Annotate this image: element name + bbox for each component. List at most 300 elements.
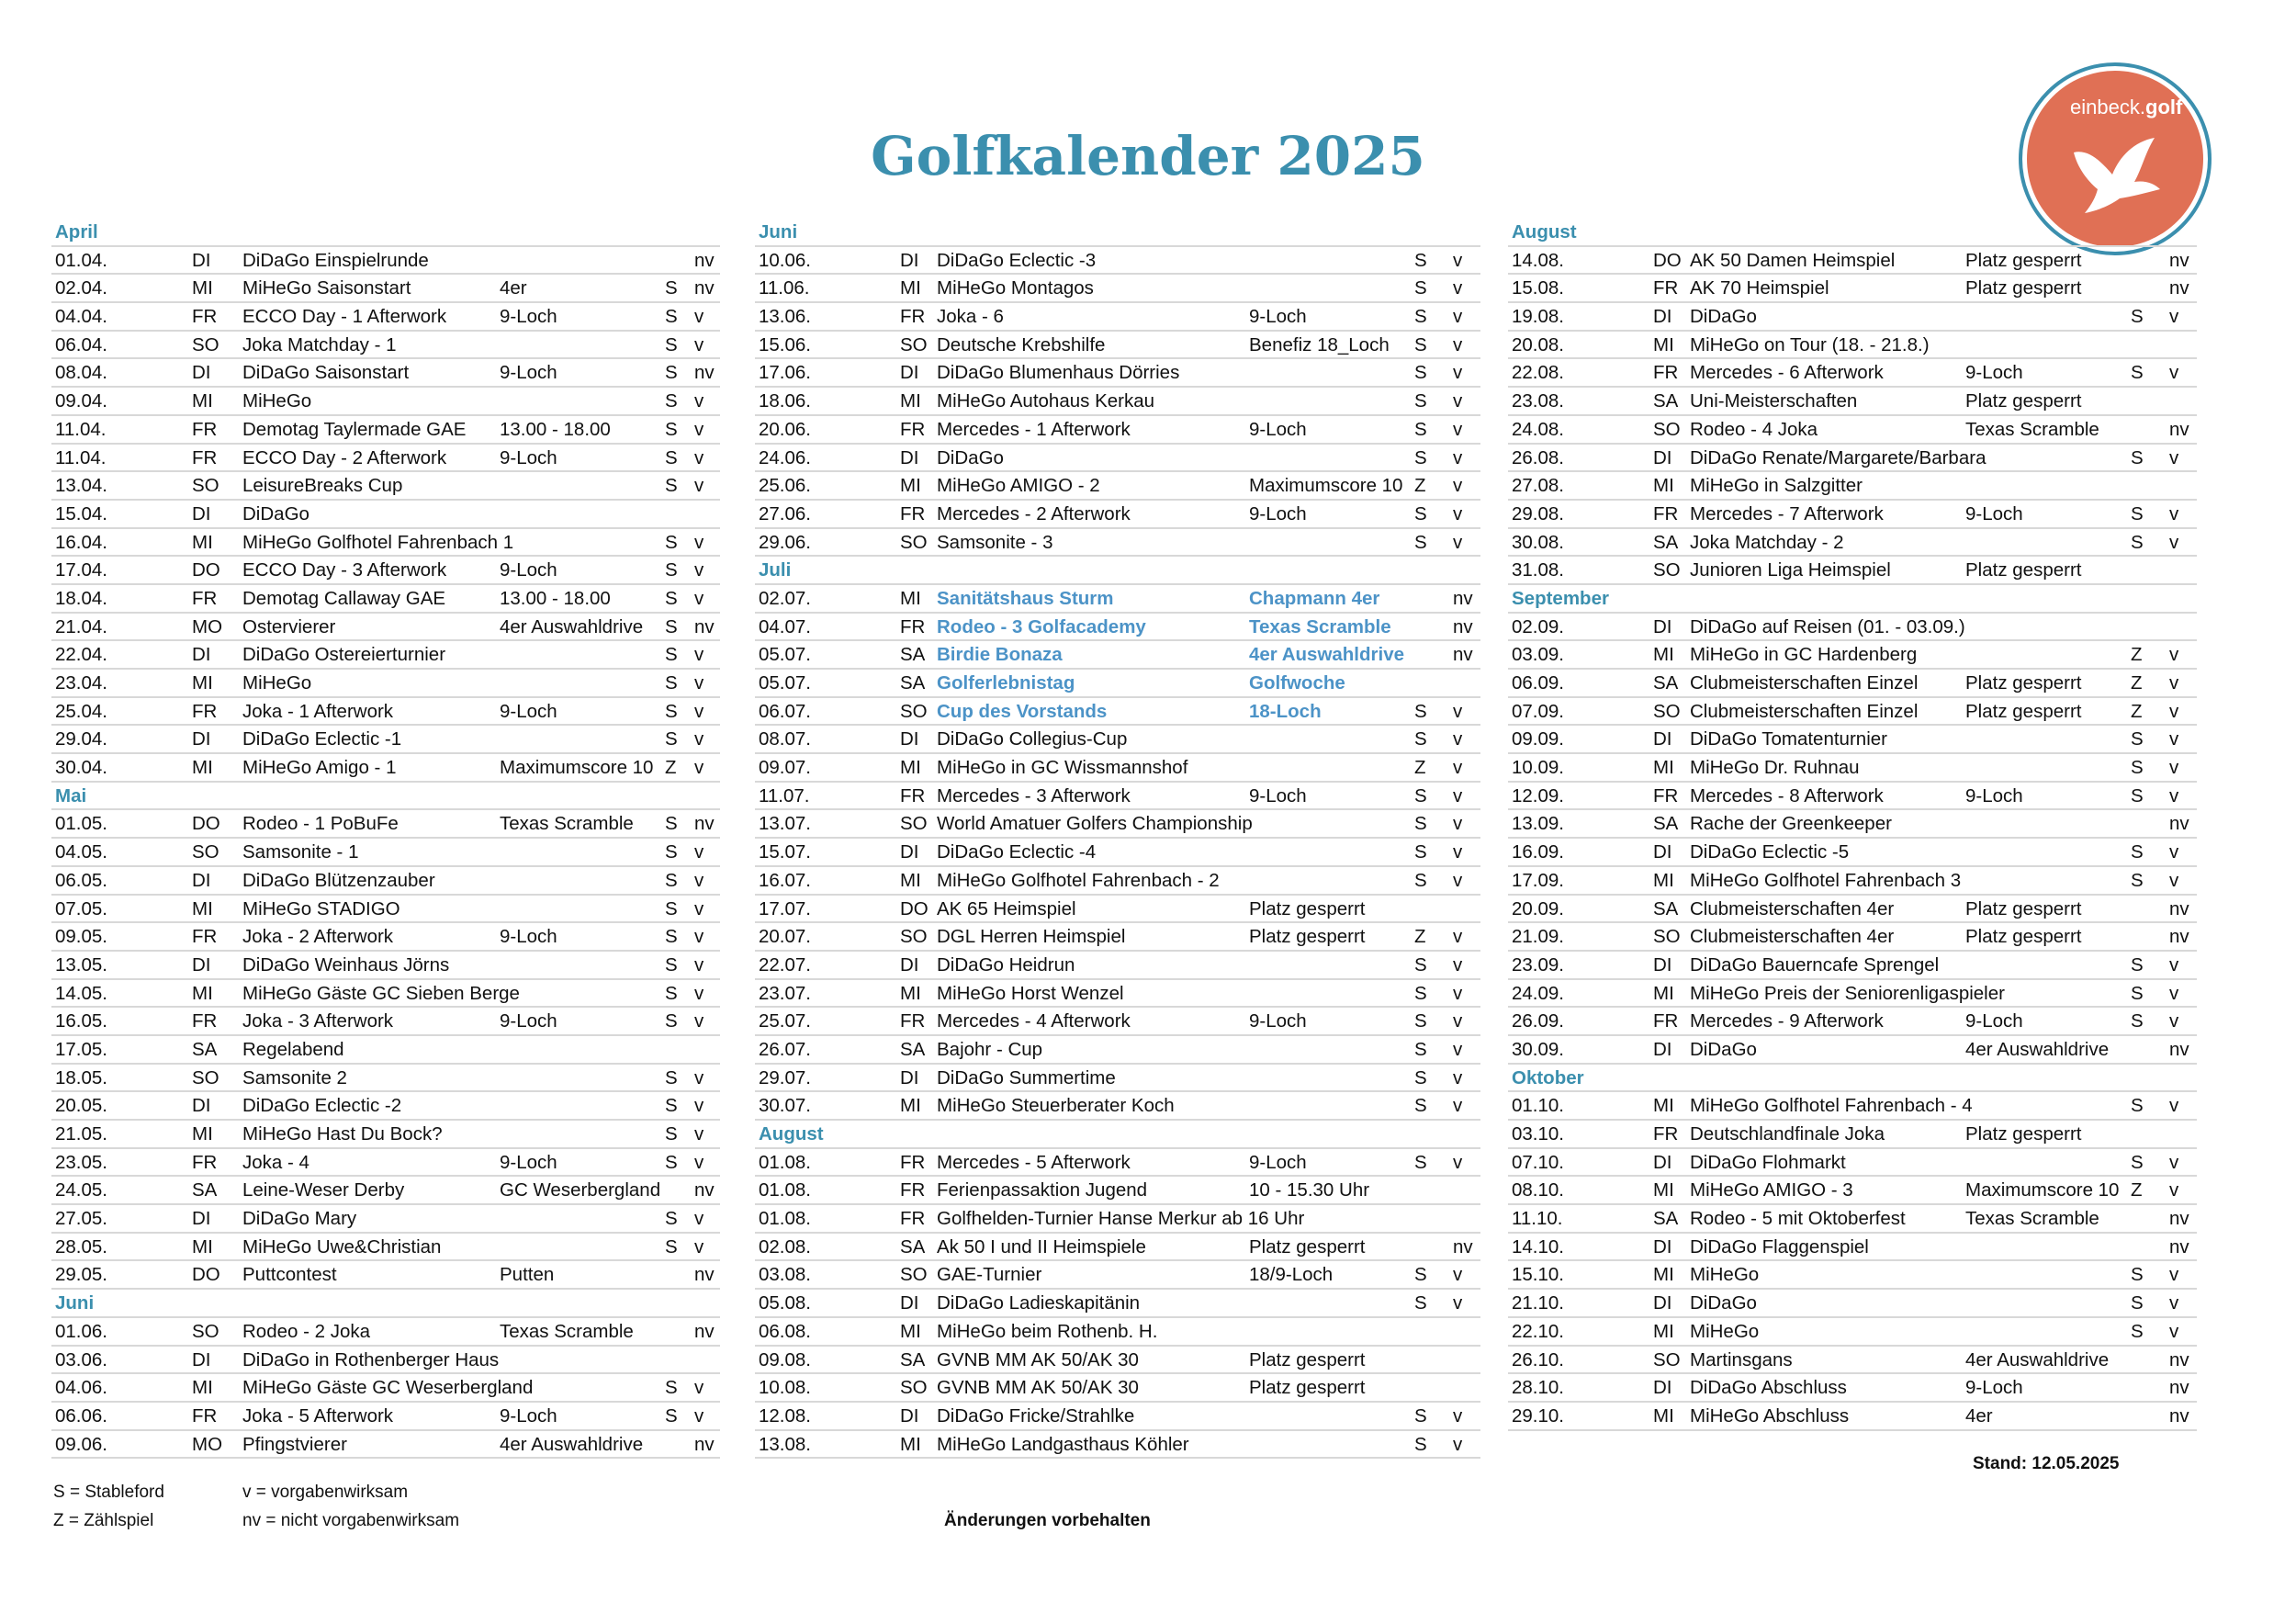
event-handicap: v (2169, 728, 2179, 750)
event-weekday: DO (900, 897, 929, 919)
event-name: MiHeGo (242, 390, 312, 412)
event-format: S (665, 953, 678, 976)
event-row (755, 698, 1480, 727)
event-date: 08.07. (759, 728, 811, 750)
event-row (1508, 641, 2197, 670)
event-row (1508, 783, 2197, 811)
event-date: 14.05. (55, 982, 107, 1004)
event-info: 10 - 15.30 Uhr (1249, 1179, 1370, 1201)
event-row (51, 810, 720, 839)
event-handicap: nv (2169, 418, 2189, 440)
event-weekday: MI (192, 1235, 213, 1257)
event-info: Platz gesperrt (1249, 897, 1366, 919)
event-date: 17.04. (55, 559, 107, 581)
event-handicap: v (694, 1235, 704, 1257)
event-handicap: v (694, 953, 704, 976)
event-name: LeisureBreaks Cup (242, 475, 403, 497)
event-weekday: DI (1653, 1292, 1672, 1314)
event-row (755, 1205, 1480, 1234)
event-weekday: MI (1653, 1264, 1674, 1286)
month-label: Juni (759, 221, 798, 242)
event-format: S (665, 1123, 678, 1145)
event-name: DiDaGo (1690, 306, 1757, 328)
event-row (1508, 303, 2197, 332)
event-weekday: DO (192, 1264, 220, 1286)
event-handicap: v (1453, 362, 1463, 384)
event-row (51, 867, 720, 896)
event-name: Rodeo - 2 Joka (242, 1320, 371, 1342)
event-format: S (2131, 362, 2144, 384)
event-info: 9-Loch (1249, 418, 1307, 440)
event-date: 08.04. (55, 362, 107, 384)
event-info: Maximumscore 10 (1965, 1179, 2120, 1201)
event-name: MiHeGo Horst Wenzel (937, 982, 1124, 1004)
event-row (755, 952, 1480, 980)
event-info: Platz gesperrt (1965, 700, 2082, 722)
event-date: 31.08. (1512, 559, 1564, 581)
event-date: 26.08. (1512, 446, 1564, 468)
event-row (51, 1318, 720, 1347)
event-date: 26.07. (759, 1038, 811, 1060)
event-weekday: FR (1653, 784, 1679, 806)
event-name: Joka - 3 Afterwork (242, 1010, 394, 1032)
month-header (755, 557, 1480, 585)
event-date: 13.08. (759, 1433, 811, 1455)
event-weekday: DI (1653, 1151, 1672, 1173)
event-weekday: SO (900, 531, 928, 553)
event-row (1508, 1149, 2197, 1178)
event-weekday: SA (1653, 813, 1679, 835)
event-name: Mercedes - 3 Afterwork (937, 784, 1131, 806)
event-info: Platz gesperrt (1965, 559, 2082, 581)
event-name: Junioren Liga Heimspiel (1690, 559, 1891, 581)
event-format: S (2131, 953, 2144, 976)
event-name: Demotag Taylermade GAE (242, 418, 467, 440)
event-date: 15.04. (55, 502, 107, 524)
event-info: Texas Scramble (500, 813, 634, 835)
event-name: Mercedes - 9 Afterwork (1690, 1010, 1884, 1032)
event-name: Mercedes - 2 Afterwork (937, 502, 1131, 524)
event-name: MiHeGo Uwe&Christian (242, 1235, 442, 1257)
event-weekday: MI (192, 531, 213, 553)
event-name: MiHeGo Dr. Ruhnau (1690, 757, 1860, 779)
event-handicap: nv (2169, 1377, 2189, 1399)
event-weekday: SO (900, 333, 928, 355)
event-format: S (665, 277, 678, 299)
event-weekday: DO (192, 813, 220, 835)
event-date: 13.06. (759, 306, 811, 328)
event-name: ECCO Day - 1 Afterwork (242, 306, 447, 328)
event-row (755, 614, 1480, 642)
event-date: 01.08. (759, 1151, 811, 1173)
event-date: 04.04. (55, 306, 107, 328)
event-weekday: SO (1653, 1348, 1681, 1370)
event-info: 13.00 - 18.00 (500, 587, 611, 609)
event-name: MiHeGo Landgasthaus Köhler (937, 1433, 1189, 1455)
event-date: 20.09. (1512, 897, 1564, 919)
event-name: DiDaGo Blumenhaus Dörries (937, 362, 1180, 384)
event-row (755, 247, 1480, 276)
event-weekday: MI (900, 277, 921, 299)
event-row (51, 896, 720, 924)
event-weekday: MI (192, 390, 213, 412)
logo-text-left: einbeck. (2070, 96, 2145, 118)
event-row (755, 359, 1480, 388)
event-row (51, 952, 720, 980)
event-row (1508, 923, 2197, 952)
event-handicap: v (2169, 446, 2179, 468)
event-handicap: nv (2169, 1348, 2189, 1370)
event-name: MiHeGo Amigo - 1 (242, 757, 397, 779)
event-name: DiDaGo Einspielrunde (242, 249, 429, 271)
event-format: S (1414, 1066, 1427, 1088)
event-row (755, 1092, 1480, 1121)
event-handicap: v (1453, 1151, 1463, 1173)
event-info: Platz gesperrt (1249, 1377, 1366, 1399)
event-format: S (665, 700, 678, 722)
event-date: 21.10. (1512, 1292, 1564, 1314)
event-name: Joka Matchday - 2 (1690, 531, 1844, 553)
event-format: S (665, 982, 678, 1004)
event-date: 27.06. (759, 502, 811, 524)
event-weekday: MI (900, 982, 921, 1004)
month-label: Mai (55, 784, 87, 806)
month-label: Juni (55, 1292, 95, 1314)
event-handicap: v (694, 587, 704, 609)
event-date: 06.06. (55, 1404, 107, 1427)
event-row (51, 529, 720, 558)
event-info: 9-Loch (500, 1404, 557, 1427)
event-date: 07.09. (1512, 700, 1564, 722)
event-row (755, 275, 1480, 303)
event-weekday: FR (1653, 1123, 1679, 1145)
event-row (1508, 1177, 2197, 1205)
event-handicap: nv (694, 1433, 715, 1455)
event-weekday: MI (1653, 869, 1674, 891)
legend-zaehlspiel: Z = Zählspiel (53, 1511, 154, 1530)
event-weekday: FR (1653, 362, 1679, 384)
event-name: Mercedes - 8 Afterwork (1690, 784, 1884, 806)
event-format: S (665, 362, 678, 384)
event-handicap: nv (694, 615, 715, 637)
event-handicap: v (1453, 982, 1463, 1004)
event-name: Mercedes - 5 Afterwork (937, 1151, 1131, 1173)
event-name: DiDaGo Mary (242, 1208, 357, 1230)
event-weekday: SA (1653, 897, 1679, 919)
event-handicap: v (694, 757, 704, 779)
event-weekday: DI (1653, 728, 1672, 750)
event-name: GAE-Turnier (937, 1264, 1042, 1286)
event-row (51, 1177, 720, 1205)
event-row (755, 867, 1480, 896)
event-weekday: FR (900, 306, 926, 328)
event-date: 10.06. (759, 249, 811, 271)
event-info: Benefiz 18_Loch (1249, 333, 1390, 355)
event-date: 11.04. (55, 446, 107, 468)
event-date: 29.08. (1512, 502, 1564, 524)
event-date: 15.07. (759, 841, 811, 863)
page-title: Golfkalender 2025 (871, 125, 1425, 187)
event-row (1508, 810, 2197, 839)
event-info: 4er Auswahldrive (1965, 1038, 2110, 1060)
event-info: 9-Loch (500, 1151, 557, 1173)
event-date: 19.08. (1512, 306, 1564, 328)
event-name: AK 70 Heimspiel (1690, 277, 1829, 299)
event-handicap: v (694, 475, 704, 497)
event-name: DiDaGo Eclectic -1 (242, 728, 402, 750)
event-format: S (2131, 1320, 2144, 1342)
event-format: S (2131, 446, 2144, 468)
event-handicap: v (2169, 672, 2179, 694)
calendar-column-2 (755, 219, 1480, 1459)
event-handicap: nv (2169, 1038, 2189, 1060)
event-date: 15.06. (759, 333, 811, 355)
event-weekday: SO (1653, 559, 1681, 581)
event-format: S (1414, 700, 1427, 722)
event-handicap: v (694, 700, 704, 722)
event-name: Ak 50 I und II Heimspiele (937, 1235, 1146, 1257)
event-handicap: v (1453, 531, 1463, 553)
event-info: Golfwoche (1249, 672, 1345, 694)
event-date: 22.10. (1512, 1320, 1564, 1342)
event-format: S (1414, 531, 1427, 553)
event-format: S (1414, 277, 1427, 299)
event-info: 4er (500, 277, 527, 299)
event-name: Regelabend (242, 1038, 344, 1060)
event-name: DiDaGo (937, 446, 1004, 468)
event-handicap: v (1453, 1066, 1463, 1088)
event-weekday: MO (192, 1433, 223, 1455)
event-weekday: SA (900, 1348, 926, 1370)
event-row (1508, 980, 2197, 1009)
event-row (755, 754, 1480, 783)
event-handicap: nv (694, 1320, 715, 1342)
logo-text-right: golf (2145, 96, 2183, 118)
event-date: 16.04. (55, 531, 107, 553)
event-row (51, 726, 720, 754)
event-handicap: v (1453, 333, 1463, 355)
event-info: GC Weserbergland (500, 1179, 661, 1201)
event-date: 14.08. (1512, 249, 1564, 271)
event-name: Rodeo - 5 mit Oktoberfest (1690, 1208, 1906, 1230)
event-name: Rodeo - 4 Joka (1690, 418, 1818, 440)
event-row (1508, 1008, 2197, 1036)
event-row (1508, 529, 2197, 558)
event-weekday: DO (1653, 249, 1682, 271)
event-name: DiDaGo (242, 502, 310, 524)
event-name: MiHeGo in GC Wissmannshof (937, 757, 1188, 779)
event-date: 06.04. (55, 333, 107, 355)
event-format: S (1414, 390, 1427, 412)
event-handicap: v (694, 1095, 704, 1117)
event-name: DiDaGo Weinhaus Jörns (242, 953, 450, 976)
event-row (1508, 1290, 2197, 1318)
event-handicap: v (694, 672, 704, 694)
event-handicap: v (694, 1010, 704, 1032)
event-name: Golferlebnistag (937, 672, 1075, 694)
event-name: MiHeGo Steuerberater Koch (937, 1095, 1175, 1117)
event-name: Clubmeisterschaften Einzel (1690, 672, 1919, 694)
legend-nicht-vorgabenwirksam: nv = nicht vorgabenwirksam (242, 1511, 460, 1530)
event-name: DiDaGo in Rothenberger Haus (242, 1348, 500, 1370)
event-name: Joka - 5 Afterwork (242, 1404, 394, 1427)
event-format: S (665, 306, 678, 328)
event-row (1508, 670, 2197, 698)
event-handicap: v (1453, 757, 1463, 779)
event-date: 05.08. (759, 1292, 811, 1314)
event-info: 9-Loch (500, 700, 557, 722)
event-row (755, 980, 1480, 1009)
event-row (755, 1008, 1480, 1036)
month-header (1508, 585, 2197, 614)
event-handicap: v (1453, 475, 1463, 497)
event-weekday: MI (900, 1433, 921, 1455)
event-name: MiHeGo beim Rothenb. H. (937, 1320, 1158, 1342)
event-format: Z (2131, 700, 2143, 722)
event-row (51, 416, 720, 445)
event-date: 23.07. (759, 982, 811, 1004)
event-format: S (2131, 757, 2144, 779)
event-format: S (665, 1404, 678, 1427)
event-handicap: nv (2169, 1404, 2189, 1427)
event-name: Mercedes - 4 Afterwork (937, 1010, 1131, 1032)
event-row (51, 445, 720, 473)
event-name: Clubmeisterschaften Einzel (1690, 700, 1919, 722)
event-row (1508, 754, 2197, 783)
event-format: S (1414, 1292, 1427, 1314)
event-info: 9-Loch (1965, 784, 2023, 806)
event-weekday: SO (900, 700, 928, 722)
event-row (755, 1149, 1480, 1178)
event-date: 06.07. (759, 700, 811, 722)
event-name: MiHeGo Abschluss (1690, 1404, 1850, 1427)
event-row (1508, 1205, 2197, 1234)
event-row (1508, 1347, 2197, 1375)
event-weekday: DI (192, 644, 211, 666)
event-weekday: SA (900, 644, 926, 666)
event-name: DiDaGo (1690, 1292, 1757, 1314)
event-name: MiHeGo Golfhotel Fahrenbach - 2 (937, 869, 1220, 891)
event-row (755, 1403, 1480, 1431)
event-info: 9-Loch (1965, 362, 2023, 384)
month-label: September (1512, 587, 1609, 609)
event-handicap: v (2169, 1292, 2179, 1314)
event-name: DiDaGo Eclectic -5 (1690, 841, 1850, 863)
event-name: MiHeGo Golfhotel Fahrenbach 3 (1690, 869, 1962, 891)
event-row (51, 641, 720, 670)
event-name: DiDaGo Flaggenspiel (1690, 1235, 1869, 1257)
event-date: 03.06. (55, 1348, 107, 1370)
event-date: 10.08. (759, 1377, 811, 1399)
event-format: S (665, 728, 678, 750)
event-date: 25.06. (759, 475, 811, 497)
event-weekday: DI (1653, 446, 1672, 468)
event-date: 16.07. (759, 869, 811, 891)
event-date: 02.04. (55, 277, 107, 299)
event-handicap: v (1453, 728, 1463, 750)
event-date: 07.05. (55, 897, 107, 919)
event-name: Pfingstvierer (242, 1433, 347, 1455)
event-handicap: v (1453, 1010, 1463, 1032)
event-row (51, 359, 720, 388)
event-weekday: MI (192, 1377, 213, 1399)
event-handicap: nv (2169, 1208, 2189, 1230)
event-handicap: v (1453, 953, 1463, 976)
event-date: 09.05. (55, 926, 107, 948)
event-format: S (2131, 306, 2144, 328)
event-weekday: DI (1653, 615, 1672, 637)
event-date: 23.09. (1512, 953, 1564, 976)
event-handicap: v (2169, 757, 2179, 779)
event-row (755, 810, 1480, 839)
event-weekday: MI (1653, 475, 1674, 497)
event-weekday: FR (900, 784, 926, 806)
event-row (755, 1177, 1480, 1205)
event-format: S (1414, 249, 1427, 271)
event-weekday: MI (1653, 333, 1674, 355)
event-row (51, 1205, 720, 1234)
event-handicap: v (1453, 446, 1463, 468)
event-row (51, 980, 720, 1009)
event-weekday: DI (192, 869, 211, 891)
event-name: Golfhelden-Turnier Hanse Merkur ab 16 Uhr (937, 1208, 1305, 1230)
event-date: 11.07. (759, 784, 810, 806)
event-name: Martinsgans (1690, 1348, 1793, 1370)
event-handicap: nv (694, 362, 715, 384)
event-date: 11.06. (759, 277, 810, 299)
event-date: 09.08. (759, 1348, 811, 1370)
month-header (51, 219, 720, 247)
event-weekday: SO (900, 1377, 928, 1399)
event-format: S (665, 1235, 678, 1257)
event-weekday: MI (1653, 1179, 1674, 1201)
event-weekday: DI (900, 728, 919, 750)
event-format: Z (2131, 644, 2143, 666)
event-weekday: SA (900, 672, 926, 694)
event-date: 13.09. (1512, 813, 1564, 835)
event-date: 17.07. (759, 897, 811, 919)
event-row (1508, 445, 2197, 473)
month-label: August (1512, 221, 1577, 242)
event-format: Z (1414, 475, 1426, 497)
event-handicap: v (694, 926, 704, 948)
event-date: 21.09. (1512, 926, 1564, 948)
event-handicap: nv (694, 1179, 715, 1201)
event-row (51, 1261, 720, 1290)
event-handicap: v (694, 1151, 704, 1173)
event-handicap: v (1453, 784, 1463, 806)
event-name: DiDaGo Blützenzauber (242, 869, 435, 891)
month-header (755, 1121, 1480, 1149)
event-format: S (665, 390, 678, 412)
event-name: Mercedes - 1 Afterwork (937, 418, 1131, 440)
event-name: Bajohr - Cup (937, 1038, 1043, 1060)
event-handicap: v (2169, 362, 2179, 384)
event-name: MiHeGo Golfhotel Fahrenbach 1 (242, 531, 514, 553)
event-row (51, 1092, 720, 1121)
event-row (51, 1403, 720, 1431)
event-handicap: v (2169, 1264, 2179, 1286)
event-handicap: v (2169, 953, 2179, 976)
event-weekday: SO (1653, 926, 1681, 948)
event-name: DiDaGo Tomatenturnier (1690, 728, 1887, 750)
event-date: 10.09. (1512, 757, 1564, 779)
event-date: 17.09. (1512, 869, 1564, 891)
event-info: 9-Loch (1965, 502, 2023, 524)
event-name: Ostervierer (242, 615, 336, 637)
event-name: Clubmeisterschaften 4er (1690, 926, 1895, 948)
event-weekday: MI (1653, 1095, 1674, 1117)
